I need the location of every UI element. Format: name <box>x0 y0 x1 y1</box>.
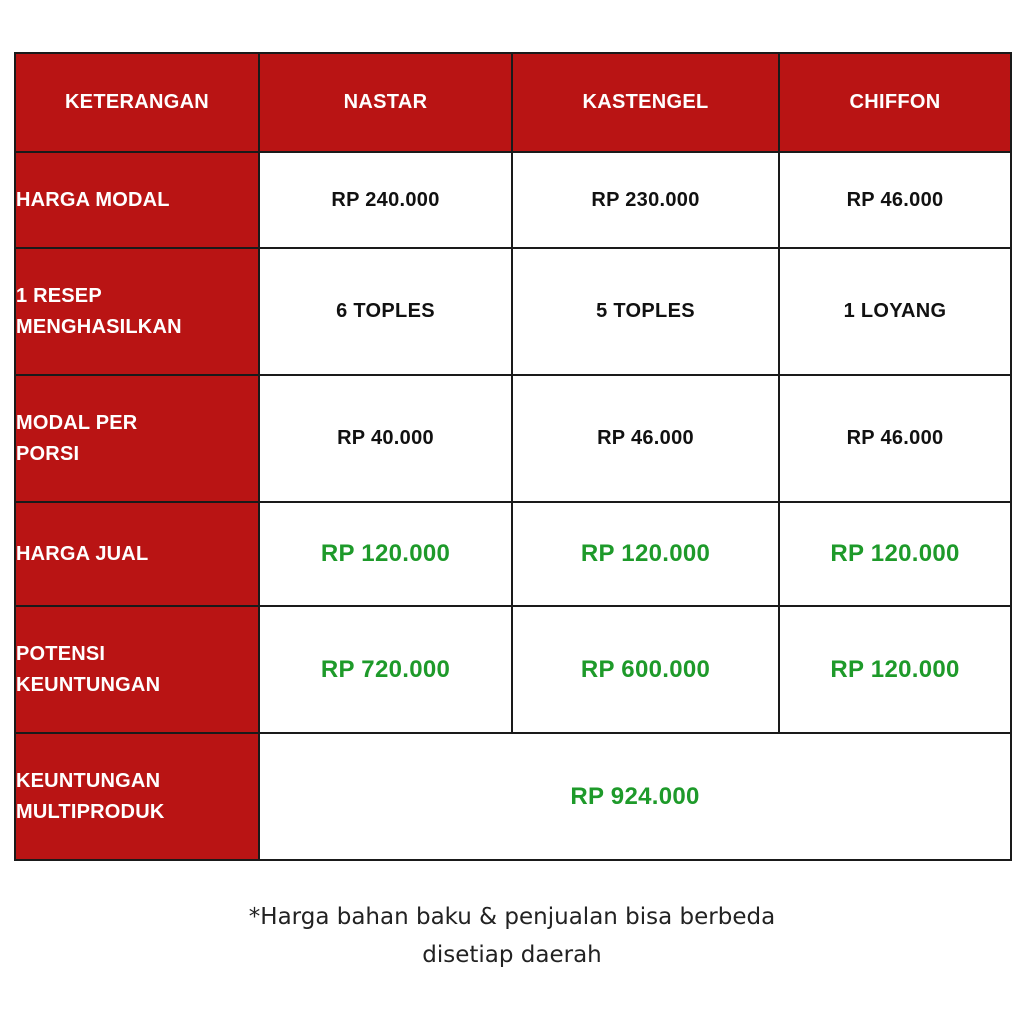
row-label-harga-jual <box>15 502 259 606</box>
cell-kastengel: RP 46.000 <box>512 375 779 502</box>
row-label-line: POTENSI <box>16 642 106 665</box>
cell-kastengel: RP 230.000 <box>512 152 779 248</box>
cell-nastar: 6 TOPLES <box>259 248 512 375</box>
row-label-potensi-keuntungan <box>15 606 259 733</box>
profit-comparison-table <box>14 52 1012 861</box>
header-chiffon: CHIFFON <box>779 53 1011 152</box>
cell-chiffon: RP 120.000 <box>779 606 1011 733</box>
cell-nastar: RP 120.000 <box>259 502 512 606</box>
footnote <box>0 898 1024 974</box>
table-row <box>15 502 1011 606</box>
header-row <box>15 53 1011 152</box>
cell-nastar: RP 720.000 <box>259 606 512 733</box>
cell-chiffon: RP 120.000 <box>779 502 1011 606</box>
row-label-line: MULTIPRODUK <box>16 800 165 823</box>
table-row <box>15 248 1011 375</box>
cell-kastengel: RP 120.000 <box>512 502 779 606</box>
cell-chiffon: 1 LOYANG <box>779 248 1011 375</box>
cell-kastengel: RP 600.000 <box>512 606 779 733</box>
row-label-harga-modal <box>15 152 259 248</box>
header-keterangan: KETERANGAN <box>15 53 259 152</box>
row-label-resep <box>15 248 259 375</box>
header-kastengel: KASTENGEL <box>512 53 779 152</box>
table-row <box>15 375 1011 502</box>
cell-kastengel: 5 TOPLES <box>512 248 779 375</box>
row-label-keuntungan-multiproduk <box>15 733 259 860</box>
row-label-line: KEUNTUNGAN <box>16 673 161 696</box>
table-row <box>15 606 1011 733</box>
header-nastar: NASTAR <box>259 53 512 152</box>
row-label-modal-per-porsi <box>15 375 259 502</box>
row-label-line: 1 RESEP <box>16 284 102 307</box>
row-label-line: HARGA MODAL <box>16 188 170 211</box>
table-row <box>15 152 1011 248</box>
cell-chiffon: RP 46.000 <box>779 152 1011 248</box>
row-label-line: MENGHASILKAN <box>16 315 182 338</box>
cell-nastar: RP 40.000 <box>259 375 512 502</box>
row-label-line: HARGA JUAL <box>16 542 149 565</box>
row-label-line: MODAL PER <box>16 411 138 434</box>
row-label-line: PORSI <box>16 442 80 465</box>
cell-total-profit: RP 924.000 <box>259 733 1011 860</box>
row-label-line: KEUNTUNGAN <box>16 769 161 792</box>
cell-nastar: RP 240.000 <box>259 152 512 248</box>
cell-chiffon: RP 46.000 <box>779 375 1011 502</box>
summary-row <box>15 733 1011 860</box>
footnote-line-2: disetiap daerah <box>422 942 602 968</box>
footnote-line-1: *Harga bahan baku & penjualan bisa berbeda <box>248 904 776 930</box>
